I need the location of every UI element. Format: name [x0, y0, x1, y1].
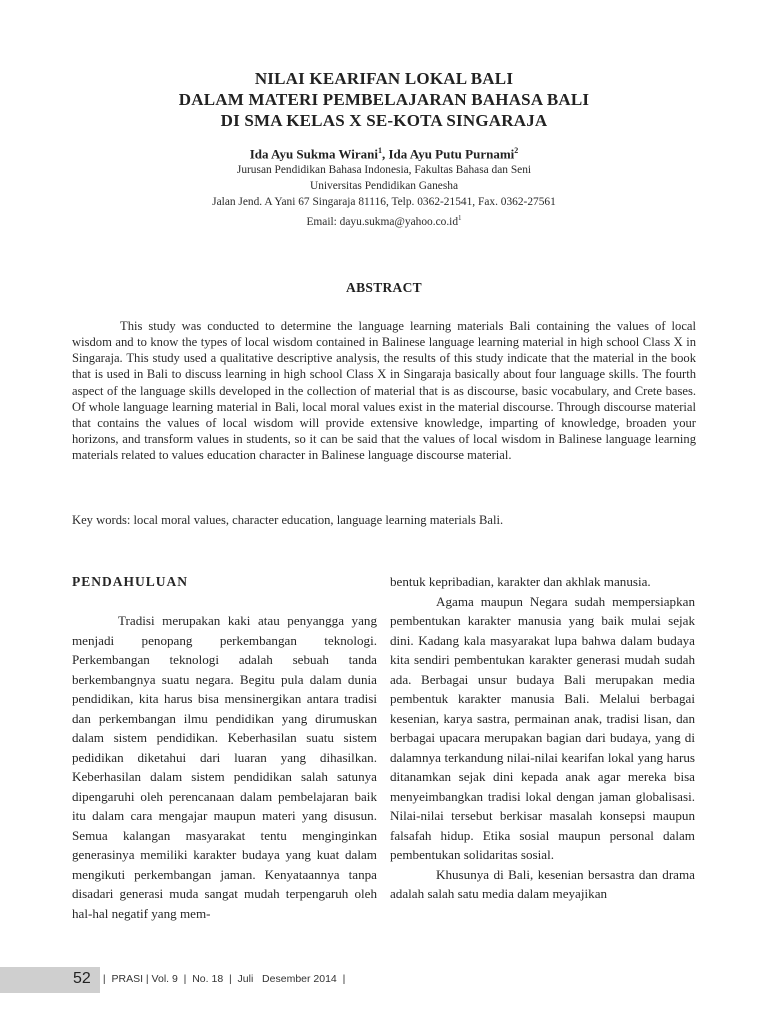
article-title-line-1: NILAI KEARIFAN LOKAL BALI — [254, 69, 514, 88]
body-paragraph-continuation: bentuk kepribadian, karakter dan akhlak manusia. — [390, 574, 651, 589]
body-paragraph-1: Tradisi merupakan kaki atau penyangga yang menjadi penopang perkembangan teknologi. Perkembangan teknologi adalah sebuah tanda berkembangnya suatu negara. Begitu pula dalam dunia pendidikan, kita harus bisa mensinergikan antara tradisi dan perkembangan ilmu pendidikan yang dirumuskan dalam sistem pendidikan. Keberhasilan suatu sistem pedidikan diketahui dari luaran yang dihasilkan. Keberhasilan dalam sistem pendidikan salah satunya dipengaruhi oleh perencanaan dalam pembelajaran baik itu dalam cara mengajar maupun materi yang disusun. Semua kalangan masyarakat tentu menginginkan generasinya memiliki karakter budaya yang kuat dalam mengikuti perkembangan jaman. Kenyataannya tanpa disadari generasi muda sangat mudah terpengaruh oleh hal-hal negatif yang mem- — [72, 613, 377, 921]
article-title-line-2: DALAM MATERI PEMBELAJARAN BAHASA BALI — [178, 90, 590, 109]
email-address: dayu.sukma@yahoo.co.id — [339, 216, 459, 229]
email-label: Email: — [306, 216, 340, 229]
body-column-left — [72, 572, 377, 923]
affiliation-department: Jurusan Pendidikan Bahasa Indonesia, Fakultas Bahasa dan Seni — [236, 164, 532, 177]
article-title-line-3: DI SMA KELAS X SE-KOTA SINGARAJA — [220, 111, 548, 130]
affiliation-address: Jalan Jend. A Yani 67 Singaraja 81116, Telp. 0362-21541, Fax. 0362-27561 — [212, 196, 556, 209]
page-footer — [0, 967, 768, 993]
abstract-body — [72, 318, 696, 463]
abstract-heading: ABSTRACT — [346, 280, 422, 295]
contact-email — [0, 210, 768, 230]
journal-citation: | PRASI | Vol. 9 | No. 18 | Juli Desember 2014 | — [100, 973, 346, 985]
body-paragraph-2: Agama maupun Negara sudah mempersiapkan pembentukan karakter manusia yang baik mulai sejak dini. Kadang kala masyarakat lupa bahwa dalam budaya kita sendiri pembentukan karakter generasi mudah sudah ada. Berbagai unsur budaya Bali merupakan media pembentuk karakter manusia Bali. Melalui berbagai kesenian, karya sastra, permainan anak, tradisi lisan, dan berbagai upacara merupakan bagian dari budaya, yang di dalamnya terkandung nilai-nilai kearifan lokal yang harus ditanamkan sejak dini kepada anak agar mereka bisa menyeimbangkan tradisi lokal dengan jaman globalisasi. Nilai-nilai tersebut berkisar masalah konsepsi maupun falsafah hidup. Etika sosial maupun personal dalam pembentukan solidaritas sosial. — [390, 593, 695, 862]
body-column-right — [390, 572, 695, 904]
author-1-affiliation-mark: 1 — [377, 146, 382, 155]
author-2-affiliation-mark: 2 — [514, 146, 519, 155]
affiliation-university: Universitas Pendidikan Ganesha — [309, 180, 459, 193]
keywords: Key words: local moral values, character education, language learning materials Bali. — [72, 513, 504, 527]
author-separator: , — [381, 146, 389, 162]
author-2: Ida Ayu Putu Purnami — [388, 146, 515, 162]
author-list — [0, 143, 768, 162]
abstract-paragraph: This study was conducted to determine the language learning materials Bali containing the values of local wisdom and to know the types of local wisdom contained in Balinese language learning material in high school Class X in Singaraja. This study used a qualitative descriptive analysis, the results of this study indicate that the material in the book that is used in Bali to discuss learning in high school Class X in Singaraja basically about four language skills. The fourth aspect of the language skills developed in the collection of material that is as discourse, basic vocabulary, and Crete bases. Of whole language learning material in Bali, local moral values exist in the material discourse. Through discourse material that contains the values of local wisdom will provide extensive knowledge, imparting of knowledge, broaden your horizons, and transform values in students, so it can be said that the values of local wisdom in Balinese language learning materials related to values education character in Balinese language discourse material. — [72, 319, 696, 463]
article-header — [0, 68, 768, 230]
email-affiliation-mark: 1 — [458, 214, 462, 223]
author-1: Ida Ayu Sukma Wirani — [249, 146, 378, 162]
page-number: 52 — [73, 970, 91, 987]
body-paragraph-3: Khusunya di Bali, kesenian bersastra dan drama adalah salah satu media dalam meyajikan — [390, 866, 695, 901]
section-heading-pendahuluan: PENDAHULUAN — [72, 574, 189, 589]
